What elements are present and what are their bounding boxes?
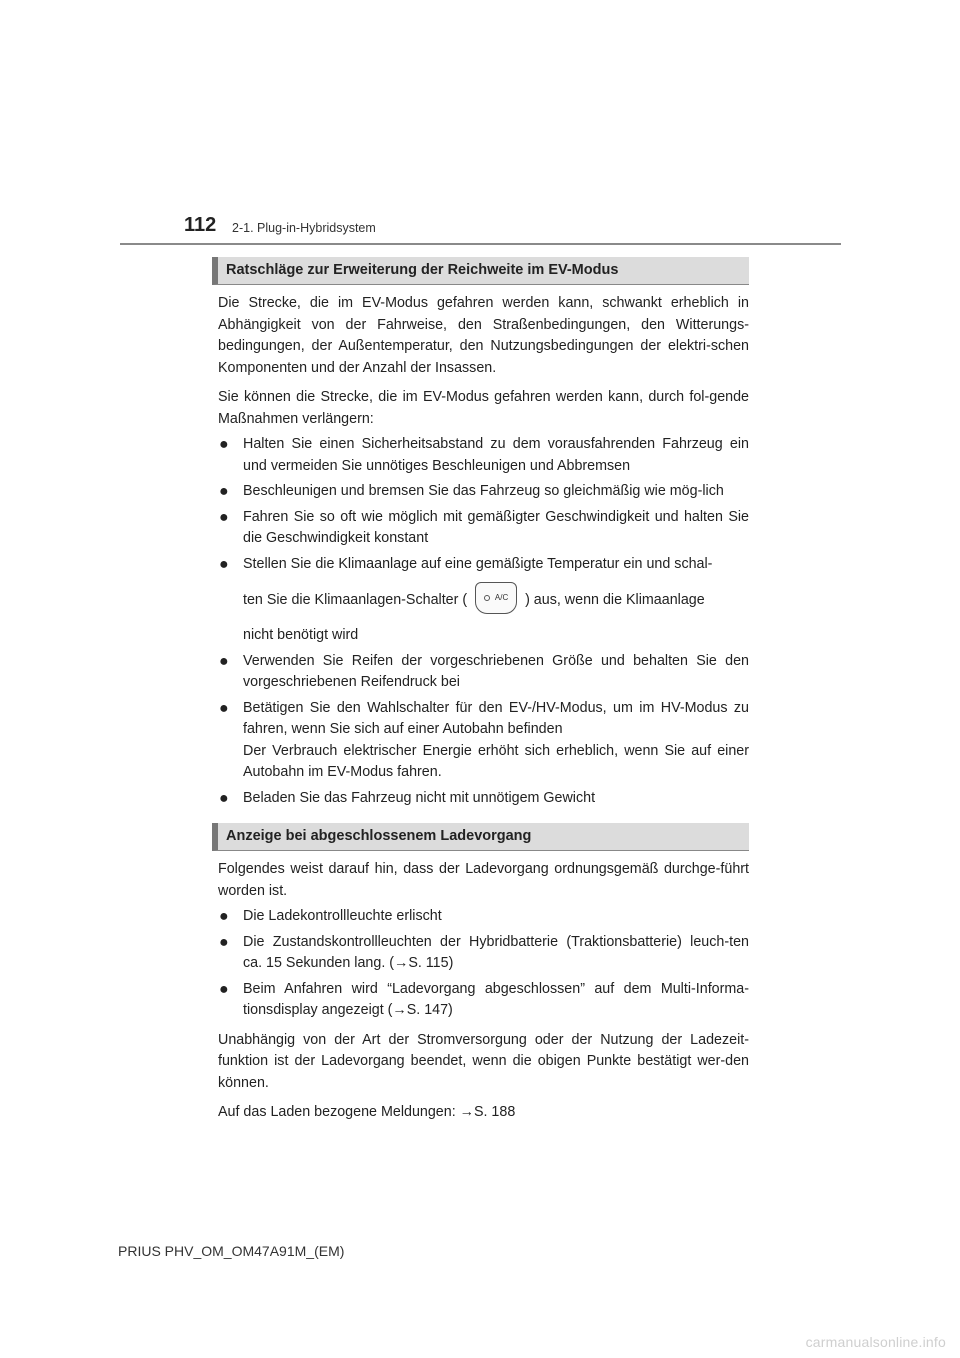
charge-complete-list (218, 906, 749, 1022)
list-item (218, 507, 749, 550)
indicator-light-icon (484, 595, 490, 601)
header-rule (120, 243, 841, 245)
list-item-text: Beladen Sie das Fahrzeug nicht mit unnötigem Gewicht (243, 789, 596, 806)
bullet-icon: ● (219, 933, 229, 951)
bullet-icon: ● (219, 652, 229, 670)
list-item-text: Fahren Sie so oft wie möglich mit gemäßigter Geschwindigkeit und halten Sie die Geschwindigkeit konstant (243, 508, 749, 546)
ac-button-label: A/C (494, 593, 509, 603)
list-item-text: Die Ladekontrollleuchte erlischt (243, 908, 442, 924)
paragraph-charge-complete-intro: Folgendes weist darauf hin, dass der Ladevorgang ordnungsgemäß durchge-führt worden ist. (218, 861, 749, 899)
list-item-text: nicht benötigt wird (243, 627, 359, 643)
bullet-icon: ● (219, 483, 229, 500)
breadcrumb: 2-1. Plug-in-Hybridsystem (232, 221, 376, 235)
paragraph-ev-range-measures: Sie können die Strecke, die im EV-Modus gefahren werden kann, durch fol-gende Maßnahmen verlängern: (218, 389, 749, 427)
list-item-note: Der Verbrauch elektrischer Energie erhöht sich erheblich, wenn Sie auf einer Autobahn im EV-Modus fahren. (243, 742, 749, 780)
list-item (218, 788, 749, 810)
list-item (218, 906, 749, 928)
bullet-icon: ● (219, 508, 229, 526)
paragraph-ev-range-intro: Die Strecke, die im EV-Modus gefahren werden kann, schwankt erheblich in Abhängigkeit von der Fahrweise, den Straßenbedingungen, den Witterungs-bedingungen, der Außentemperatur, den Nutzungsbedingungen der elektri-schen Komponenten und der Anzahl der Insassen. (218, 295, 749, 376)
bullet-icon: ● (219, 980, 229, 998)
bullet-icon: ● (219, 908, 229, 925)
list-item-text: Verwenden Sie Reifen der vorgeschriebenen Größe und behalten Sie den vorgeschriebenen Reifendruck bei (243, 652, 749, 690)
list-item (218, 932, 749, 975)
document-footer-code: PRIUS PHV_OM_OM47A91M_(EM) (118, 1243, 345, 1259)
list-item (218, 698, 749, 784)
section-heading-ev-range: Ratschläge zur Erweiterung der Reichweite im EV-Modus (212, 257, 749, 285)
bullet-icon: ● (219, 555, 229, 573)
bullet-icon: ● (219, 789, 229, 807)
list-item (218, 651, 749, 694)
page-content (212, 257, 749, 1124)
list-item-text: Halten Sie einen Sicherheitsabstand zu dem vorausfahrenden Fahrzeug ein und vermeiden Sie unnötiges Beschleunigen und Abbremsen (243, 436, 749, 474)
section-heading-charge-complete: Anzeige bei abgeschlossenem Ladevorgang (212, 823, 749, 851)
paragraph-charge-messages: Auf das Laden bezogene Meldungen: →S. 188 (218, 1104, 516, 1120)
list-item-ac (218, 554, 749, 647)
ev-tips-list (218, 434, 749, 809)
list-item (218, 979, 749, 1022)
list-item-text: Die Zustandskontrollleuchten der Hybridbatterie (Traktionsbatterie) leuch-ten ca. 15 Sekunden lang. (→S. 115) (243, 933, 749, 971)
list-item-text: Beschleunigen und bremsen Sie das Fahrzeug so gleichmäßig wie mög-lich (243, 483, 724, 499)
watermark: carmanualsonline.info (805, 1334, 946, 1350)
list-item-text: Stellen Sie die Klimaanlage auf eine gemäßigte Temperatur ein und schal- (243, 555, 713, 572)
page-number: 112 (184, 214, 217, 236)
list-item (218, 434, 749, 477)
list-item-text: ) aus, wenn die Klimaanlage (525, 591, 705, 608)
paragraph-charge-complete-note: Unabhängig von der Art der Stromversorgung oder der Nutzung der Ladezeit-funktion ist der Ladevorgang beendet, wenn die obigen Punkte bestätigt wer-den können. (218, 1031, 749, 1091)
list-item-text: ten Sie die Klimaanlagen-Schalter ( (243, 591, 468, 608)
list-item-text: Beim Anfahren wird “Ladevorgang abgeschlossen” auf dem Multi-Informa-tionsdisplay angezeigt (→S. 147) (243, 980, 749, 1018)
ac-button-icon (475, 582, 517, 614)
bullet-icon: ● (219, 699, 229, 717)
bullet-icon: ● (219, 436, 229, 453)
list-item (218, 481, 749, 503)
list-item-text: Betätigen Sie den Wahlschalter für den EV-/HV-Modus, um im HV-Modus zu fahren, wenn Sie sich auf einer Autobahn befinden (243, 699, 749, 737)
